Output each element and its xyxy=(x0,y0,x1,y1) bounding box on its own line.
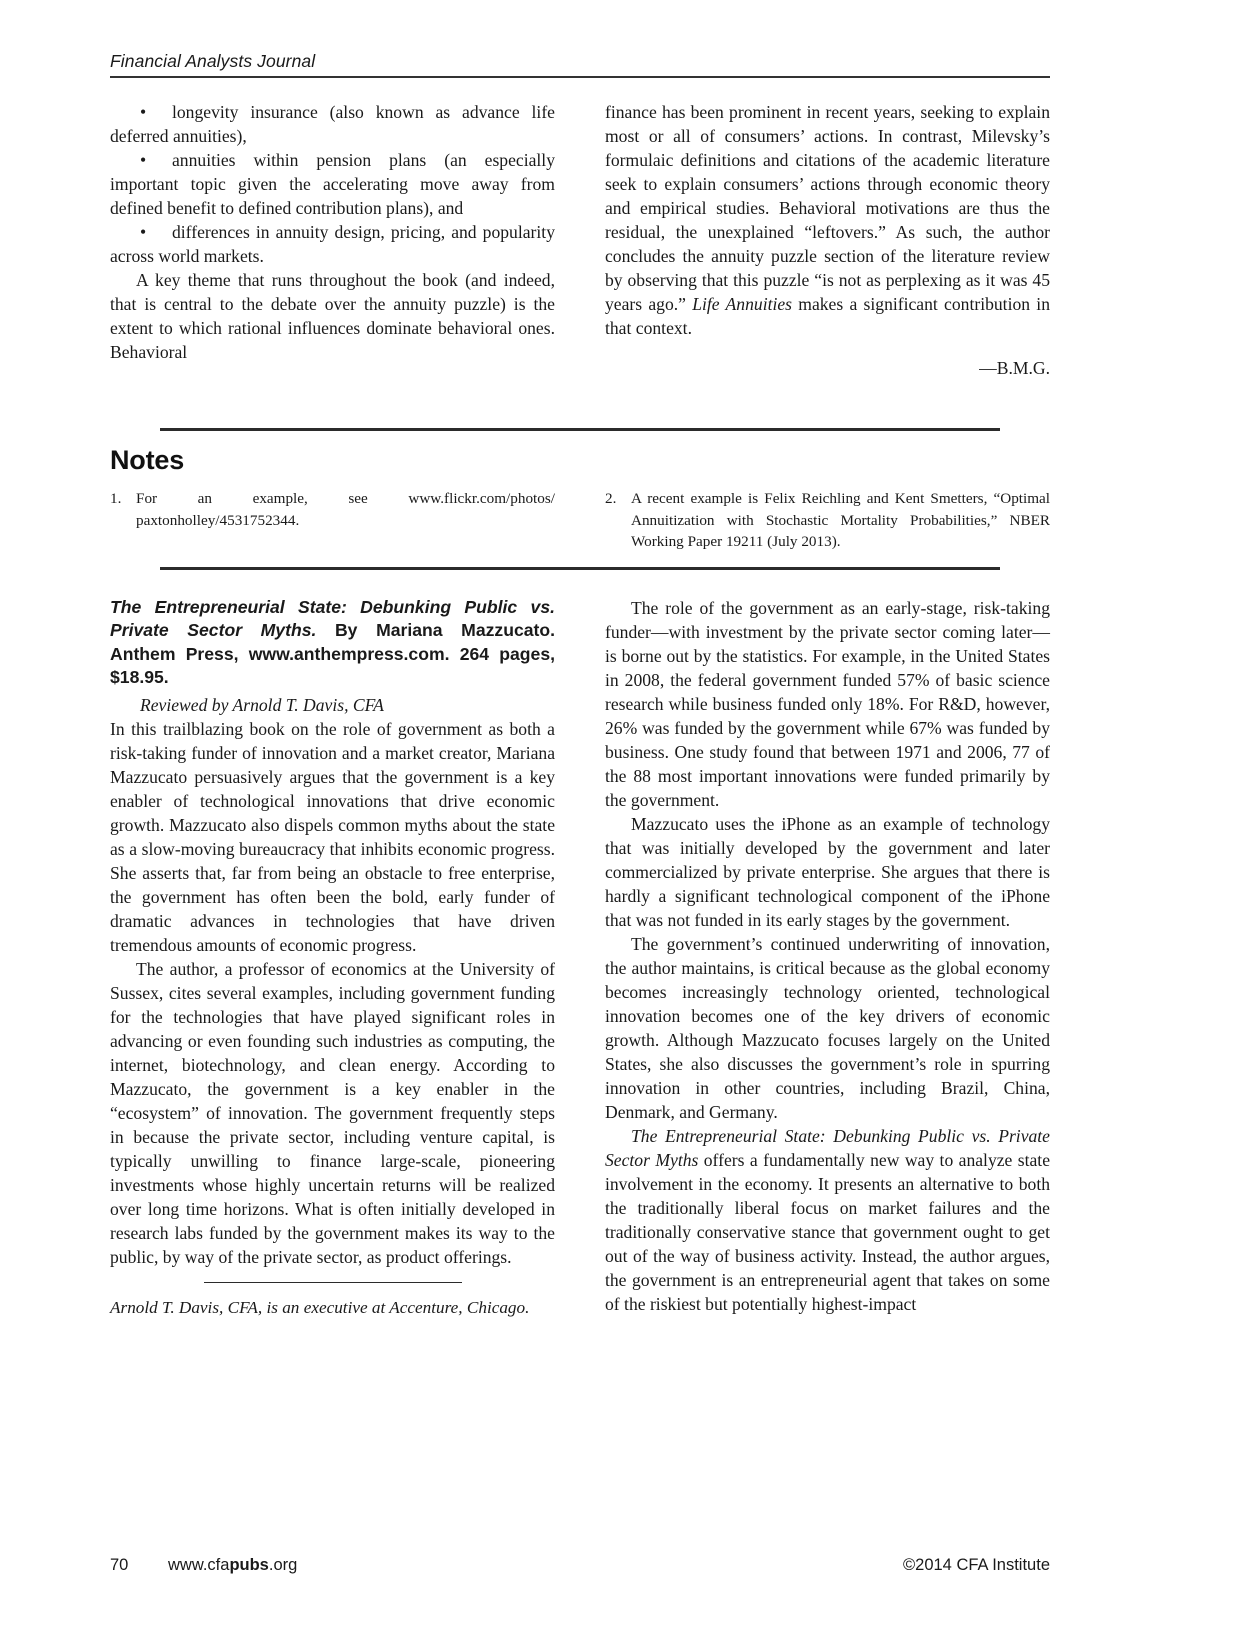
bullet-list-item xyxy=(110,148,555,220)
bullet-glyph: • xyxy=(140,102,147,122)
paragraph-text-part1: finance has been prominent in recent years, seeking to explain most or all of consumers’ actions. In contrast, Milevsky’s formulaic definitions and citations of the academic literature seek to explain consumers’ actions through economic theory and empirical studies. Behavioral motivations are thus the residual, the unexplained “leftovers.” As such, the author concludes the annuity puzzle section of the literature review by observing that this puzzle “is not as perplexing as it was 45 years ago.” xyxy=(605,102,1050,314)
book-title: The Entrepreneurial State: Debunking Public vs. Private Sector Myths. xyxy=(110,597,555,641)
bullet-text: longevity insurance (also known as advance life deferred annuities), xyxy=(110,102,555,146)
bullet-glyph: • xyxy=(140,150,147,170)
reviewer-bio: Arnold T. Davis, CFA, is an executive at Accenture, Chicago. xyxy=(110,1297,530,1317)
bullet-text: annuities within pension plans (an especially important topic given the accelerating move away from defined benefit to defined contribution plans), and xyxy=(110,150,555,218)
footer-url-prefix: www.cfa xyxy=(168,1556,230,1574)
page-number: 70 xyxy=(110,1556,129,1574)
review-left-column xyxy=(110,596,555,1319)
review-right-column xyxy=(605,596,1050,1319)
top-article-left-column xyxy=(110,100,555,380)
top-article-columns xyxy=(110,100,1050,380)
paragraph-text-part2: makes a significant contribution in that context. xyxy=(605,294,1050,338)
footnote-separator-rule xyxy=(204,1282,462,1283)
page-footer xyxy=(110,1556,1050,1575)
review-paragraph: The role of the government as an early-stage, risk-taking funder—with investment by the private sector coming later—is borne out by the statistics. For example, in the United States in 2008, the federal government funded 57% of basic science research while business funded only 18%. For R&D, however, 26% was funded by the government while 67% was funded by business. One study found that between 1971 and 2006, 77 of the 88 most important innovations were funded primarily by the government. xyxy=(605,598,1050,810)
notes-left-column xyxy=(110,488,555,553)
note-number: 1. xyxy=(110,490,122,507)
top-article-paragraph-continued xyxy=(605,100,1050,340)
journal-title: Financial Analysts Journal xyxy=(110,51,316,71)
reviewer-initials: —B.M.G. xyxy=(979,358,1050,378)
note-item xyxy=(605,488,1050,553)
top-article-paragraph: A key theme that runs throughout the book (and indeed, that is central to the debate over the annuity puzzle) is the extent to which rational influences dominate behavioral ones. Behavioral xyxy=(110,270,555,362)
bullet-glyph: • xyxy=(140,222,147,242)
reviewed-by-line: Reviewed by Arnold T. Davis, CFA xyxy=(140,694,384,715)
footer-url-suffix: .org xyxy=(268,1556,298,1574)
notes-section xyxy=(110,428,1050,553)
bullet-list-item xyxy=(110,220,555,268)
paragraph-text: offers a fundamentally new way to analyze state involvement in the economy. It presents an alternative to both the traditionally liberal focus on market failures and the traditionally conservative stance that government ought to get out of the way of business activity. Instead, the author argues, the government is an entrepreneurial agent that takes on some of the riskiest but potentially highest-impact xyxy=(605,1150,1051,1314)
review-paragraph: The author, a professor of economics at the University of Sussex, cites several examples, including government funding for the technologies that have played significant roles in advancing or even founding such industries as computing, the internet, biotechnology, and clean energy. According to Mazzucato, the government is a key enabler in the “ecosystem” of innovation. The government frequently steps in because the private sector, including venture capital, is typically unwilling to finance large-scale, pioneering investments whose highly uncertain returns will be realized over long time horizons. What is often initially developed in research labs funded by the government makes its way to the public, by way of the private sector, as product offerings. xyxy=(110,958,555,1267)
footer-url-bold: pubs xyxy=(229,1556,269,1574)
note-text: A recent example is Felix Reichling and Kent Smetters, “Optimal Annuitization with Stochastic Mortality Probabilities,” NBER Working Paper 19211 (July 2013). xyxy=(631,490,1050,551)
review-paragraph: In this trailblazing book on the role of government as both a risk-taking funder of innovation and a market creator, Mariana Mazzucato persuasively argues that the government is a key enabler of technological innovations that drive economic growth. Mazzucato also dispels common myths about the state as a slow-moving bureaucracy that inhibits economic progress. She asserts that, far from being an obstacle to free enterprise, the government has often been the bold, early funder of dramatic advances in technologies that have driven tremendous amounts of economic progress. xyxy=(110,718,555,955)
book-title-italic: Life Annuities xyxy=(692,294,793,314)
book-title-italic: The Entrepreneurial State: Debunking Public vs. Private Sector Myths xyxy=(605,1126,1050,1170)
review-book-heading xyxy=(110,596,555,690)
notes-columns xyxy=(110,488,1050,553)
book-review xyxy=(110,596,1050,1319)
book-credit: By Mariana Mazzucato. Anthem Press, www.anthempress.com. 264 pages, $18.95. xyxy=(110,620,556,688)
bullet-text: differences in annuity design, pricing, and popularity across world markets. xyxy=(110,222,555,266)
running-head-rule xyxy=(110,76,1050,78)
footer-url xyxy=(168,1556,903,1575)
review-paragraph: The government’s continued underwriting of innovation, the author maintains, is critical because as the global economy becomes increasingly technology oriented, technological innovation becomes one of the key drivers of economic growth. Although Mazzucato focuses largely on the United States, she also discusses the government’s role in spurring innovation in other countries, including Brazil, China, Denmark, and Germany. xyxy=(605,934,1050,1122)
copyright-notice: ©2014 CFA Institute xyxy=(903,1556,1050,1574)
note-number: 2. xyxy=(605,490,617,507)
review-paragraph: Mazzucato uses the iPhone as an example of technology that was initially developed by the government and later commercialized by private enterprise. She argues that there is hardly a significant technological component of the iPhone that was not funded in its early stages by the government. xyxy=(605,814,1050,930)
note-item xyxy=(110,488,555,531)
review-paragraph-final xyxy=(605,1124,1050,1316)
notes-bottom-rule xyxy=(160,567,1000,570)
notes-top-rule xyxy=(160,428,1000,431)
top-article-right-column xyxy=(605,100,1050,380)
bullet-list-item xyxy=(110,100,555,148)
notes-right-column xyxy=(605,488,1050,553)
running-head xyxy=(110,52,1050,78)
note-text: For an example, see www.flickr.com/photos/ paxtonholley/4531752344. xyxy=(136,490,555,529)
notes-heading: Notes xyxy=(110,445,185,475)
